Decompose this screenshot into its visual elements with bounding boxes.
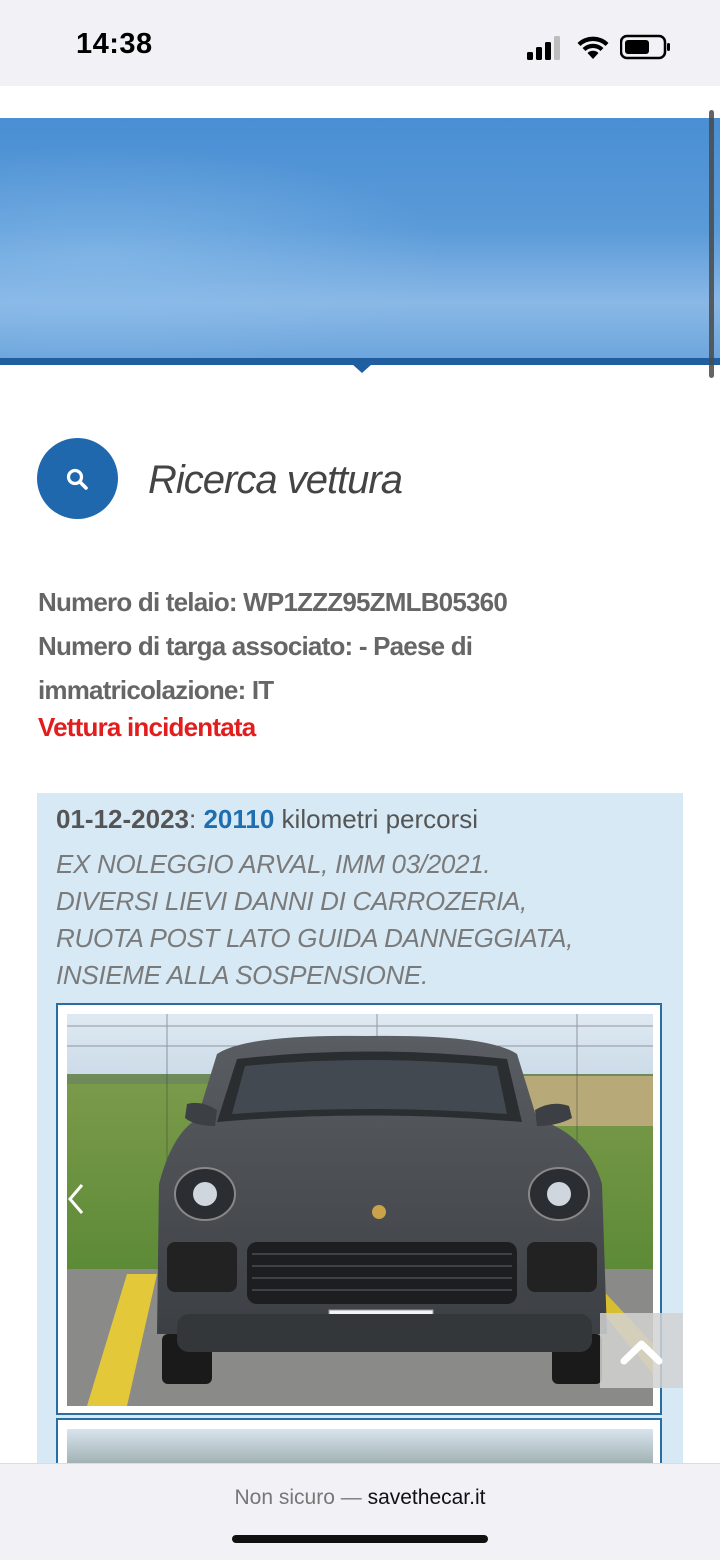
scrollbar[interactable]: [709, 110, 714, 378]
note-line: RUOTA POST LATO GUIDA DANNEGGIATA,: [56, 923, 574, 953]
cellular-signal-icon: [527, 36, 563, 60]
url-host: savethecar.it: [367, 1486, 486, 1509]
home-indicator[interactable]: [232, 1535, 488, 1543]
accident-status: Vettura incidentata: [38, 712, 256, 742]
chevron-left-icon[interactable]: [66, 1182, 86, 1216]
divider-notch: [352, 364, 372, 373]
country-text: immatricolazione: IT: [38, 675, 274, 705]
record-summary: [56, 804, 478, 835]
url-dash: —: [334, 1486, 368, 1509]
plate-text: Numero di targa associato: - Paese di: [38, 631, 473, 661]
status-time: 14:38: [76, 28, 153, 60]
note-line: INSIEME ALLA SOSPENSIONE.: [56, 960, 429, 990]
search-icon: [65, 467, 89, 491]
browser-toolbar: [0, 1463, 720, 1560]
address-bar[interactable]: [0, 1486, 720, 1510]
record-note: [56, 846, 676, 994]
hero-banner: [0, 118, 720, 364]
note-line: EX NOLEGGIO ARVAL, IMM 03/2021.: [56, 849, 491, 879]
vin-text: Numero di telaio: WP1ZZZ95ZMLB05360: [38, 587, 507, 617]
vehicle-info: [38, 580, 658, 712]
record-km: 20110: [203, 804, 275, 834]
record-km-label: kilometri percorsi: [274, 804, 479, 834]
wifi-icon: [576, 34, 610, 60]
scroll-to-top-button[interactable]: [600, 1313, 683, 1388]
page-title: Ricerca vettura: [148, 458, 402, 502]
chevron-up-icon: [600, 1313, 683, 1388]
record-date: 01-12-2023: [56, 804, 189, 834]
car-front-photo[interactable]: [67, 1014, 653, 1406]
note-line: DIVERSI LIEVI DANNI DI CARROZERIA,: [56, 886, 527, 916]
security-label: Non sicuro: [234, 1486, 335, 1509]
battery-icon: [620, 34, 672, 60]
record-separator: :: [189, 804, 204, 834]
